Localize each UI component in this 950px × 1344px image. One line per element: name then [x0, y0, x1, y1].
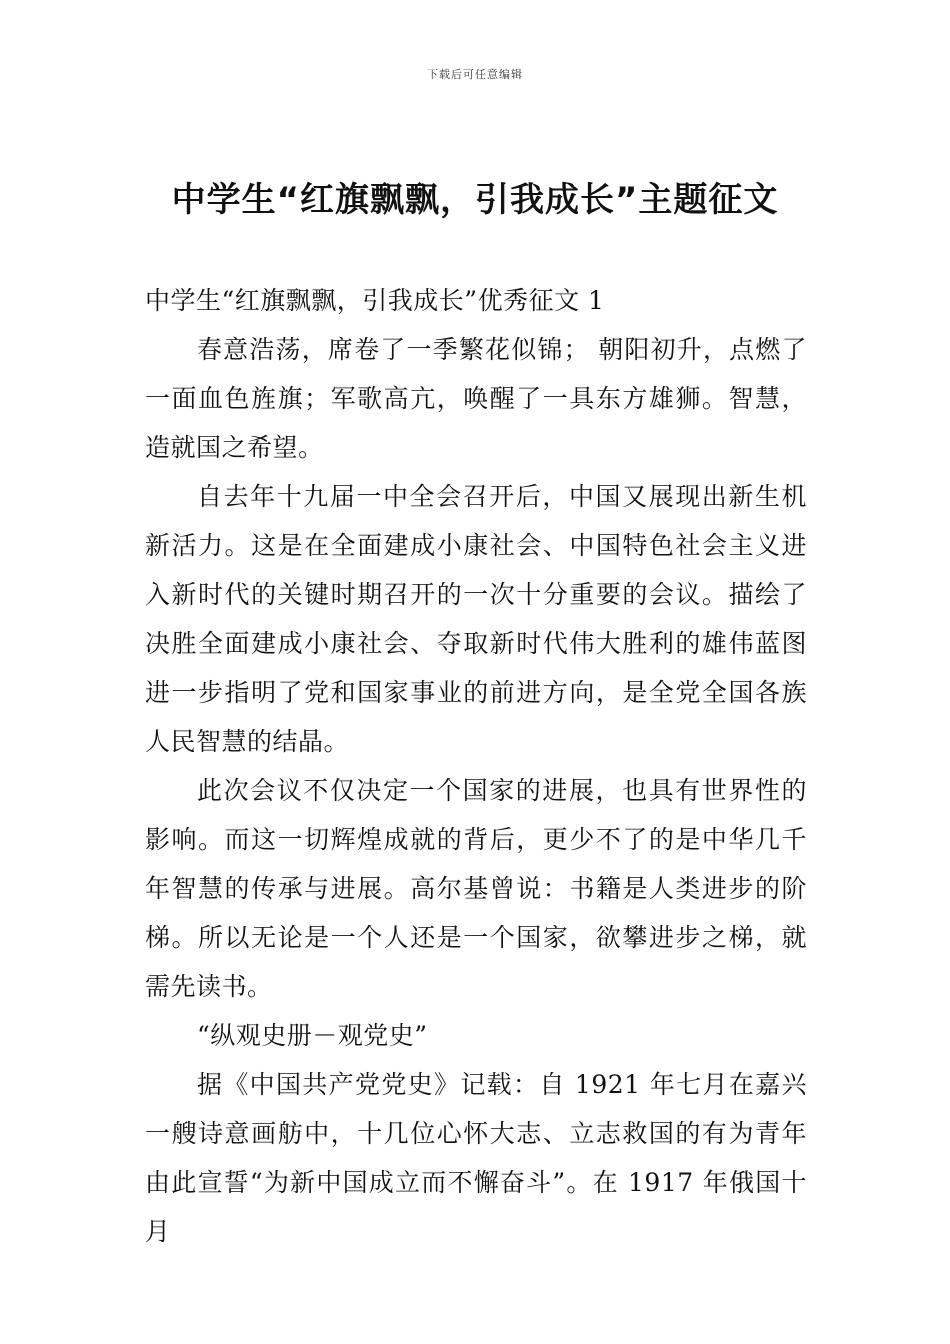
paragraph-3: 此次会议不仅决定一个国家的进展，也具有世界性的影响。而这一切辉煌成就的背后，更少不了的是中华几千年智慧的传承与进展。高尔基曾说：书籍是人类进步的阶梯。所以无论是一个人还是一个国家，欲攀进步之梯，就需先读书。 — [145, 776, 807, 1001]
essay-subheading: 中学生“红旗飘飘，引我成长”优秀征文 1 — [145, 286, 605, 315]
paragraph-2: 自去年十九届一中全会召开后，中国又展现出新生机新活力。这是在全面建成小康社会、中国特色社会主义进入新时代的关键时期召开的一次十分重要的会议。描绘了决胜全面建成小康社会、夺取新时代伟大胜利的雄伟蓝图进一步指明了党和国家事业的前进方向，是全党全国各族人民智慧的结晶。 — [145, 482, 807, 756]
paragraph-4: 据《中国共产党党史》记载：自 1921 年七月在嘉兴一艘诗意画舫中，十几位心怀大志、立志救国的有为青年由此宣誓“为新中国成立而不懈奋斗”。在 1917 年俄国十月 — [145, 1070, 807, 1246]
paragraph-1: 春意浩荡，席卷了一季繁花似锦； 朝阳初升，点燃了一面血色旌旗；军歌高亢，唤醒了一具东方雄狮。智慧，造就国之希望。 — [145, 335, 807, 462]
document-title: 中学生“红旗飘飘，引我成长”主题征文 — [171, 180, 779, 220]
download-note: 下载后可任意编辑 — [427, 68, 523, 81]
section-heading: “纵观史册－观党史” — [197, 1021, 428, 1050]
document-body — [145, 276, 807, 1256]
